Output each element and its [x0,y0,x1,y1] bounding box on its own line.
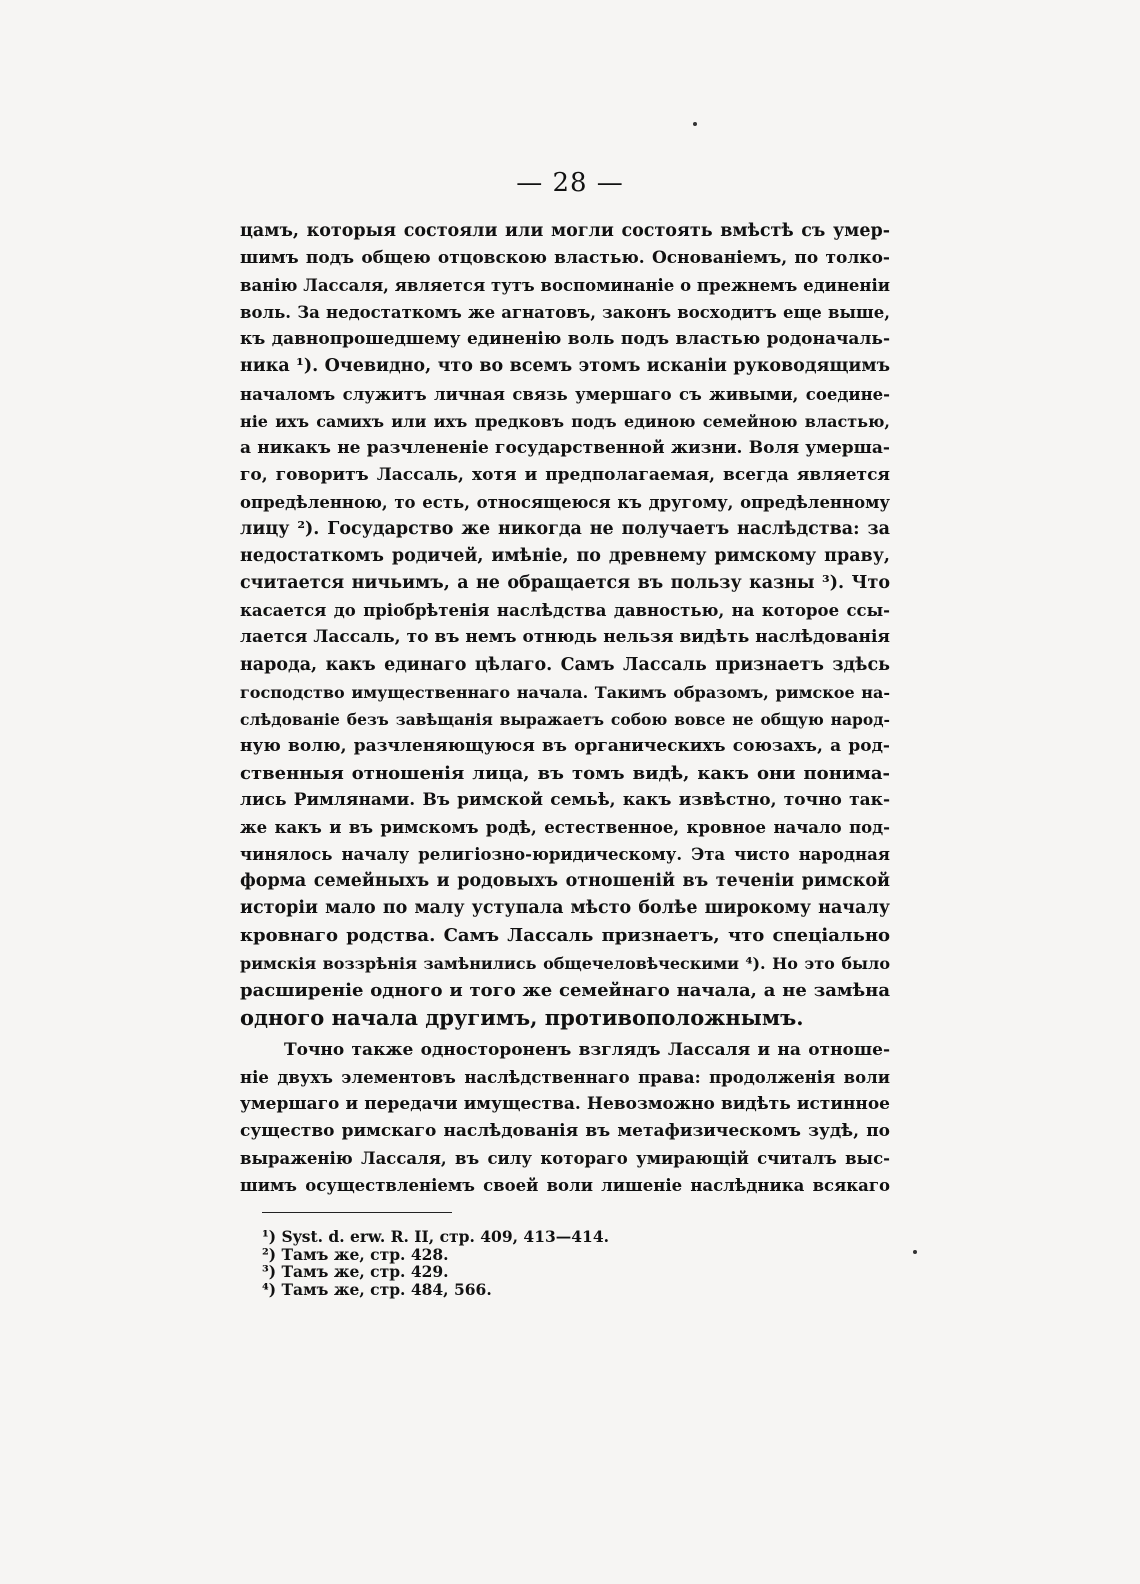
text-line: римскія воззрѣнія замѣнились общечеловѣческими ⁴). Но это было [240,953,890,973]
text-line: выраженію Лассаля, въ силу котораго умирающій считалъ выс- [240,1149,890,1169]
text-line: считается ничьимъ, а не обращается въ пользу казны ³). Что [240,573,890,594]
text-line: Точно также одностороненъ взглядъ Лассаля и на отноше- [284,1039,890,1060]
text-line: ника ¹). Очевидно, что во всемъ этомъ исканіи руководящимъ [240,356,890,377]
text-line: лись Римлянами. Въ римской семьѣ, какъ извѣстно, точно так- [240,789,890,810]
footnote: ³) Тамъ же, стр. 429. [262,1262,449,1281]
scan-speck [693,122,697,126]
text-line: исторіи мало по малу уступала мѣсто болѣе широкому началу [240,898,890,919]
text-line: расширеніе одного и того же семейнаго начала, а не замѣна [240,979,890,1001]
text-line: одного начала другимъ, противоположнымъ. [240,1004,804,1030]
text-line: ственныя отношенія лица, въ томъ видѣ, какъ они понима- [240,762,890,784]
text-line: слѣдованіе безъ завѣщанія выражаетъ собою вовсе не общую народ- [240,709,890,729]
text-line: ванію Лассаля, является тутъ воспоминаніе о прежнемъ единеніи [240,276,890,296]
text-line: недостаткомъ родичей, имѣніе, по древнему римскому праву, [240,546,890,567]
text-line: касается до пріобрѣтенія наслѣдства давностью, на которое ссы- [240,601,890,621]
footnote: ¹) Syst. d. erw. R. II, стр. 409, 413—414. [262,1227,610,1246]
text-line: шимъ подъ общею отцовскою властью. Основаніемъ, по толко- [240,248,890,269]
footnote: ²) Тамъ же, стр. 428. [262,1244,449,1264]
text-line: форма семейныхъ и родовыхъ отношеній въ теченіи римской [240,871,890,892]
footnote-divider [262,1212,452,1213]
footnotes [262,1228,762,1298]
text-line: лается Лассаль, то въ немъ отнюдь нельзя видѣть наслѣдованія [240,627,890,648]
text-line: существо римскаго наслѣдованія въ метафизическомъ зудѣ, по [240,1121,890,1142]
text-line: го, говоритъ Лассаль, хотя и предполагаемая, всегда является [240,464,890,485]
footnote: ⁴) Тамъ же, стр. 484, 566. [262,1279,492,1299]
body-text [240,218,890,1199]
text-line: а никакъ не разчлененіе государственной жизни. Воля умерша- [240,437,890,458]
page-number: — 28 — [516,168,624,198]
text-line: же какъ и въ римскомъ родѣ, естественное, кровное начало под- [240,818,890,838]
text-line: воль. За недостаткомъ же агнатовъ, законъ восходитъ еще выше, [240,303,890,323]
text-line: ніе двухъ элементовъ наслѣдственнаго права: продолженія воли [240,1067,890,1087]
text-line: ніе ихъ самихъ или ихъ предковъ подъ единою семейною властью, [240,411,890,431]
scan-speck [913,1250,917,1254]
text-line: лицу ²). Государство же никогда не получаетъ наслѣдства: за [240,519,890,540]
text-line: опредѣленною, то есть, относящеюся къ другому, опредѣленному [240,492,890,512]
text-line: чинялось началу религіозно-юридическому. Эта чисто народная [240,845,890,865]
text-line: народа, какъ единаго цѣлаго. Самъ Лассаль признаетъ здѣсь [240,654,890,675]
text-line: шимъ осуществленіемъ своей воли лишеніе наслѣдника всякаго [240,1176,890,1196]
text-line: цамъ, которыя состояли или могли состоять вмѣстѣ съ умер- [240,221,890,241]
text-line: началомъ служитъ личная связь умершаго съ живыми, соедине- [240,384,890,404]
text-line: ную волю, разчленяющуюся въ органическихъ союзахъ, а род- [240,735,890,756]
text-line: умершаго и передачи имущества. Невозможно видѣть истинное [240,1094,890,1114]
text-line: господство имущественнаго начала. Такимъ образомъ, римское на- [240,682,890,702]
text-line: кровнаго родства. Самъ Лассаль признаетъ, что спеціально [240,925,890,947]
text-line: къ давнопрошедшему единенію воль подъ властью родоначаль- [240,329,890,350]
